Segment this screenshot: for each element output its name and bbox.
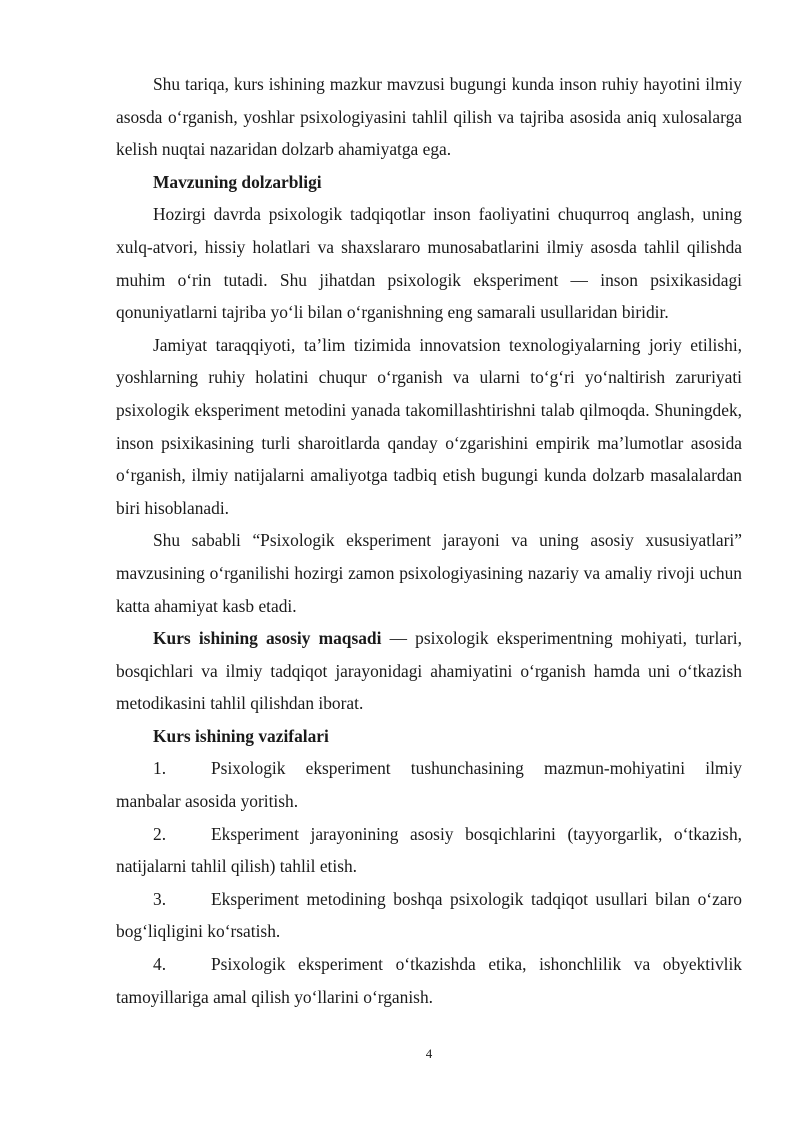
task-number: 2.	[153, 823, 167, 844]
task-number: 3.	[153, 888, 167, 909]
task-number: 4.	[153, 954, 167, 975]
intro-paragraph: Shu tariqa, kurs ishining mazkur mavzusi bugungi kunda inson ruhiy hayotini ilmiy asosda o‘rganish, yoshlar psixologiyasini tahlil qilish va tajriba asosida aniq xulosalarga kelish nuqtai nazaridan dolzarb ahamiyatga ega.	[116, 74, 742, 160]
task-text: Psixologik eksperiment tushunchasining mazmun-mohiyatini ilmiy manbalar asosida yoritish.	[116, 758, 742, 812]
goal-label: Kurs ishining asosiy maqsadi	[153, 628, 382, 649]
tasks-heading: Kurs ishining vazifalari	[153, 725, 329, 746]
page-number: 4	[425, 1046, 433, 1061]
task-text: Eksperiment jarayonining asosiy bosqichlarini (tayyorgarlik, o‘tkazish, natijalarni tahlil qilish) tahlil etish.	[116, 823, 742, 877]
relevance-paragraph-1: Hozirgi davrda psixologik tadqiqotlar inson faoliyatini chuqurroq anglash, uning xulq-atvori, hissiy holatlari va shaxslararo munosabatlarini ilmiy asosda tahlil qilishda muhim o‘rin tutadi. Shu jihatdan psixologik eksperiment — inson psixikasidagi qonuniyatlarni tajriba yo‘li bilan o‘rganishning eng samarali usullaridan biridir.	[116, 204, 742, 323]
goal-paragraph	[116, 622, 742, 720]
relevance-paragraph-3: Shu sababli “Psixologik eksperiment jarayoni va uning asosiy xususiyatlari” mavzusining o‘rganilishi hozirgi zamon psixologiyasining nazariy va amaliy rivoji uchun katta ahamiyat kasb etadi.	[116, 530, 742, 616]
task-text: Psixologik eksperiment o‘tkazishda etika, ishonchlilik va obyektivlik tamoyillariga amal qilish yo‘llarini o‘rganish.	[116, 954, 742, 1007]
task-item-3	[116, 883, 742, 948]
relevance-paragraph-2: Jamiyat taraqqiyoti, ta’lim tizimida innovatsion texnologiyalarning joriy etilishi, yoshlarning ruhiy holatini chuqur o‘rganish va ularni to‘g‘ri yo‘naltirish zaruriyati psixologik eksperiment metodini yanada takomillashtirishni talab qilmoqda. Shuningdek, inson psixikasining turli sharoitlarda qanday o‘zgarishini empirik ma’lumotlar asosida o‘rganish, ilmiy natijalarni amaliyotga tadbiq etish bugungi kunda dolzarb masalalardan biri hisoblanadi.	[116, 334, 742, 518]
task-number: 1.	[153, 758, 167, 779]
goal-text: — psixologik eksperimentning mohiyati, turlari, bosqichlari va ilmiy tadqiqot jarayonidagi ahamiyatini o‘rganish hamda uni o‘tkazish metodikasini tahlil qilishdan iborat.	[116, 628, 742, 714]
task-text: Eksperiment metodining boshqa psixologik tadqiqot usullari bilan o‘zaro bog‘liqligini ko‘rsatish.	[116, 888, 742, 942]
relevance-heading: Mavzuning dolzarbligi	[153, 171, 322, 192]
task-item-2	[116, 818, 742, 883]
task-item-1	[116, 752, 742, 817]
document-body	[116, 68, 742, 1013]
task-item-4	[116, 948, 742, 1013]
